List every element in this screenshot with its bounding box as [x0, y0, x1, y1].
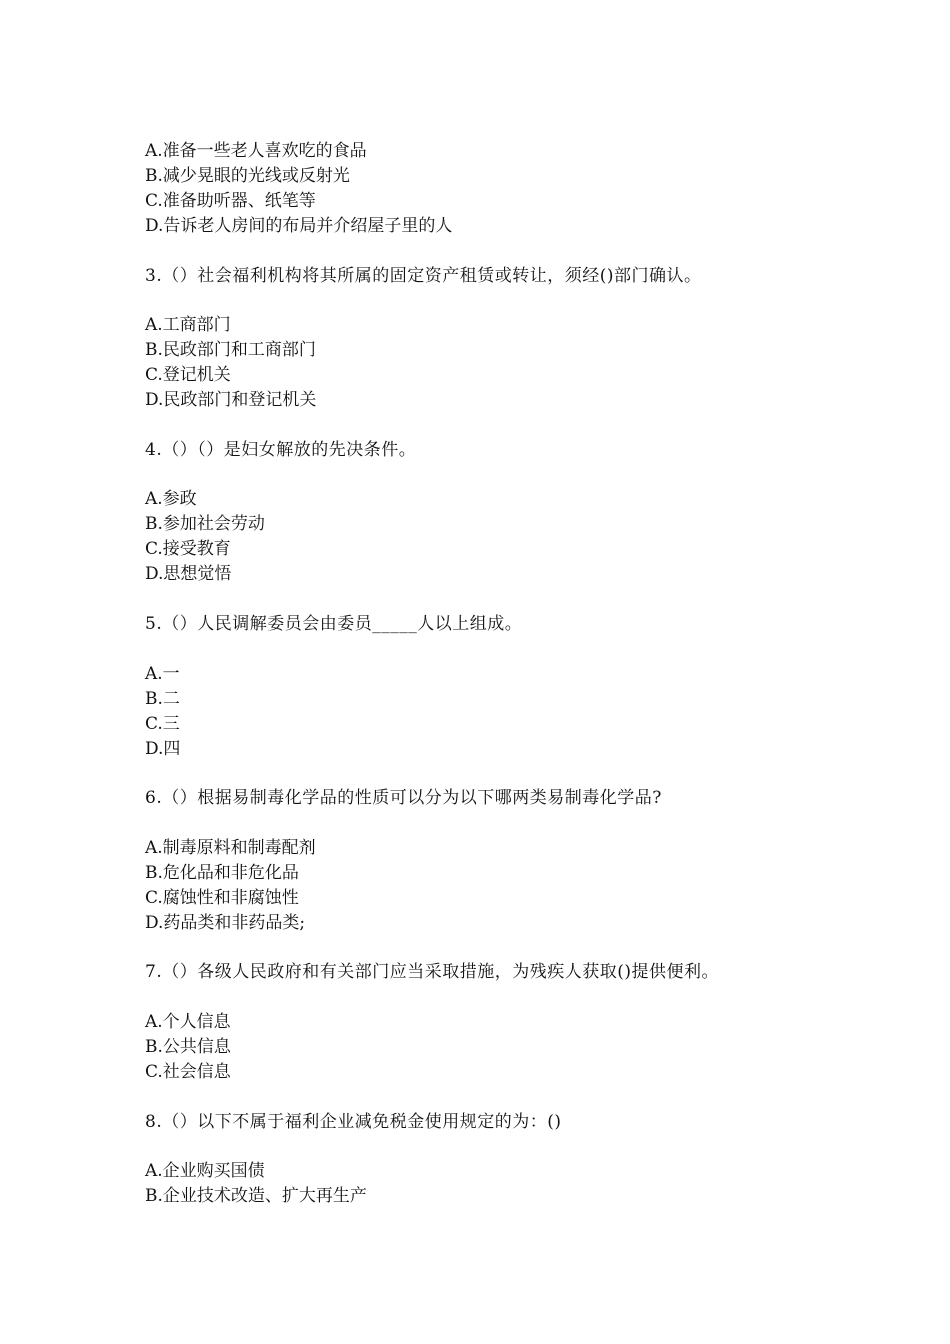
option-line: A.工商部门: [145, 315, 231, 335]
question-line: 3.（）社会福利机构将其所属的固定资产租赁或转让，须经()部门确认。: [145, 266, 702, 286]
option-line: C.腐蚀性和非腐蚀性: [145, 888, 299, 908]
option-line: D.思想觉悟: [145, 564, 232, 584]
question-line: 4.（）（）是妇女解放的先决条件。: [145, 440, 417, 460]
option-line: B.参加社会劳动: [145, 514, 265, 534]
option-line: D.告诉老人房间的布局并介绍屋子里的人: [145, 216, 453, 236]
option-line: D.药品类和非药品类;: [145, 913, 306, 933]
option-line: A.一: [145, 664, 180, 684]
option-line: B.公共信息: [145, 1037, 231, 1057]
option-line: B.减少晃眼的光线或反射光: [145, 166, 350, 186]
question-line: 8.（）以下不属于福利企业减免税金使用规定的为：(): [145, 1112, 562, 1132]
question-line: 5.（）人民调解委员会由委员_____人以上组成。: [145, 614, 523, 634]
question-line: 7.（）各级人民政府和有关部门应当采取措施，为残疾人获取()提供便利。: [145, 962, 719, 982]
option-line: D.民政部门和登记机关: [145, 390, 317, 410]
option-line: A.制毒原料和制毒配剂: [145, 838, 316, 858]
option-line: D.四: [145, 739, 181, 759]
option-line: B.企业技术改造、扩大再生产: [145, 1186, 367, 1206]
option-line: C.三: [145, 714, 180, 734]
option-line: C.接受教育: [145, 539, 231, 559]
option-line: A.参政: [145, 489, 197, 509]
option-line: C.社会信息: [145, 1062, 231, 1082]
option-line: A.企业购买国债: [145, 1161, 265, 1181]
option-line: C.登记机关: [145, 365, 231, 385]
option-line: B.二: [145, 689, 180, 709]
option-line: A.准备一些老人喜欢吃的食品: [145, 141, 367, 161]
option-line: A.个人信息: [145, 1012, 231, 1032]
question-line: 6.（）根据易制毒化学品的性质可以分为以下哪两类易制毒化学品?: [145, 788, 662, 808]
option-line: B.民政部门和工商部门: [145, 340, 316, 360]
option-line: C.准备助听器、纸笔等: [145, 191, 316, 211]
option-line: B.危化品和非危化品: [145, 863, 299, 883]
